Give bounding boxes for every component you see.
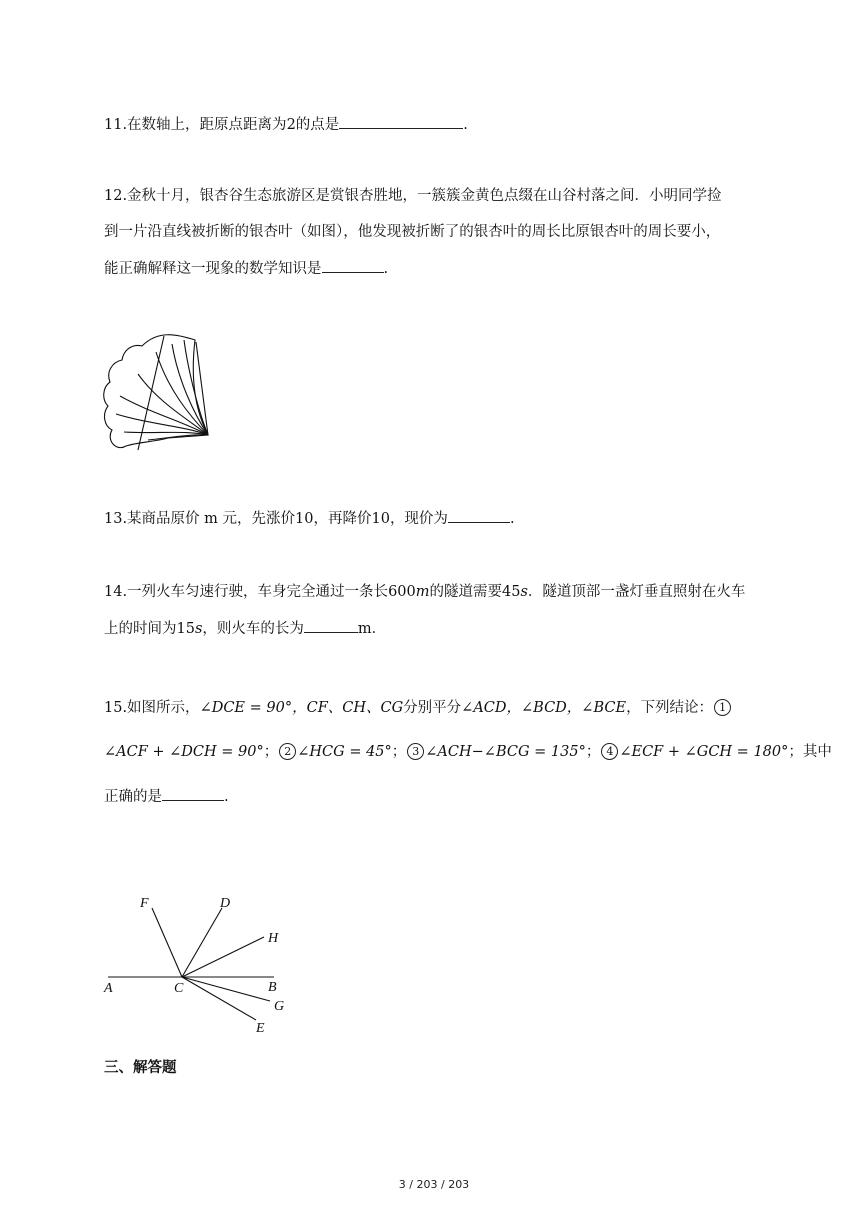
q12-line-1: 12.金秋十月，银杏谷生态旅游区是赏银杏胜地，一簇簇金黄色点缀在山谷村落之间．小明同学捡 — [104, 188, 722, 204]
q15-angles: ∠ACD，∠BCD，∠BCE — [461, 700, 627, 716]
q12-line-2: 到一片沿直线被折断的银杏叶（如图），他发现被折断了的银杏叶的周长比原银杏叶的周长要小， — [104, 224, 721, 240]
q11-text: 11.在数轴上，距原点距离为 — [104, 117, 287, 133]
q14-time-1: 45 — [502, 584, 521, 600]
q15-line-3: 正确的是 — [104, 789, 162, 805]
q15-rays: ，CF、CH、CG — [292, 700, 404, 716]
q14-text-3: ．隧道顶部一盏灯垂直照射在火车 — [527, 584, 746, 600]
q14-text-2: 的隧道需要 — [429, 584, 502, 600]
period: . — [463, 117, 468, 133]
ray-ch — [182, 937, 264, 977]
label-b: B — [268, 980, 277, 995]
answer-blank — [322, 258, 384, 273]
q14-tunnel-length: 600 — [388, 584, 416, 600]
answer-blank — [448, 508, 510, 523]
label-e: E — [256, 1021, 265, 1036]
q14-time-2: 15 — [176, 621, 195, 637]
separator: ； — [263, 744, 279, 760]
circled-number-4: 4 — [601, 743, 618, 760]
q14-unit-s-2: s — [194, 621, 203, 637]
q13-text: 13.某商品原价 m 元，先涨价 — [104, 511, 296, 527]
q15-given-angle: ∠DCE = 90° — [199, 700, 293, 716]
q12-line-3: 能正确解释这一现象的数学知识是 — [104, 261, 322, 277]
q13-text-2: ，再降价 — [313, 511, 372, 527]
ray-cf — [152, 908, 182, 977]
ginkgo-leaf-figure — [98, 330, 214, 456]
question-12 — [104, 186, 768, 279]
circled-number-1: 1 — [714, 699, 731, 716]
q14-text-4: 上的时间为 — [104, 621, 177, 637]
q15-bisect-text: 分别平分 — [403, 700, 462, 716]
label-d: D — [220, 896, 231, 911]
q15-conclusion-3: ∠ACH−∠BCG = 135° — [425, 744, 586, 760]
separator: ； — [585, 744, 601, 760]
angle-figure — [98, 890, 298, 1040]
q11-text-2: 的点是 — [295, 117, 340, 133]
answer-blank — [339, 114, 463, 129]
q15-conclusion-2: ∠HCG = 45° — [297, 744, 392, 760]
q13-number-2: 10 — [371, 511, 390, 527]
question-14 — [104, 582, 768, 639]
period: . — [383, 261, 389, 277]
separator: ； — [391, 744, 407, 760]
ray-cg — [182, 977, 270, 1001]
q13-number-1: 10 — [295, 511, 314, 527]
label-f: F — [140, 896, 149, 911]
q14-unit-meter: m． — [357, 621, 387, 637]
ray-ce — [182, 977, 256, 1020]
label-c: C — [174, 981, 184, 996]
period: . — [224, 789, 229, 805]
page-number: 3 / 203 / 203 — [398, 1178, 470, 1191]
q14-unit-s: s — [520, 584, 528, 600]
q15-conclusions-intro: ，下列结论： — [626, 700, 714, 716]
label-h: H — [268, 931, 279, 946]
circled-number-2: 2 — [279, 743, 296, 760]
q15-tail: ；其中 — [788, 744, 832, 760]
q15-conclusion-1: ∠ACF + ∠DCH = 90° — [104, 744, 264, 760]
answer-blank — [162, 786, 224, 801]
circled-number-3: 3 — [407, 743, 424, 760]
question-13 — [104, 508, 768, 529]
q14-unit-m: m — [415, 584, 430, 600]
answer-blank — [304, 618, 358, 633]
q15-prefix: 15.如图所示， — [104, 700, 200, 716]
section-heading: 三、解答题 — [104, 1060, 177, 1076]
question-11 — [104, 114, 768, 135]
period: . — [509, 511, 515, 527]
q14-text-5: ，则火车的长为 — [202, 621, 304, 637]
label-a: A — [104, 981, 113, 996]
q15-conclusion-4: ∠ECF + ∠GCH = 180° — [619, 744, 789, 760]
label-g: G — [274, 999, 285, 1014]
q14-text: 14.一列火车匀速行驶，车身完全通过一条长 — [104, 584, 389, 600]
q13-text-3: ，现价为 — [389, 511, 448, 527]
question-15 — [104, 698, 832, 807]
q11-number: 2 — [286, 117, 296, 133]
